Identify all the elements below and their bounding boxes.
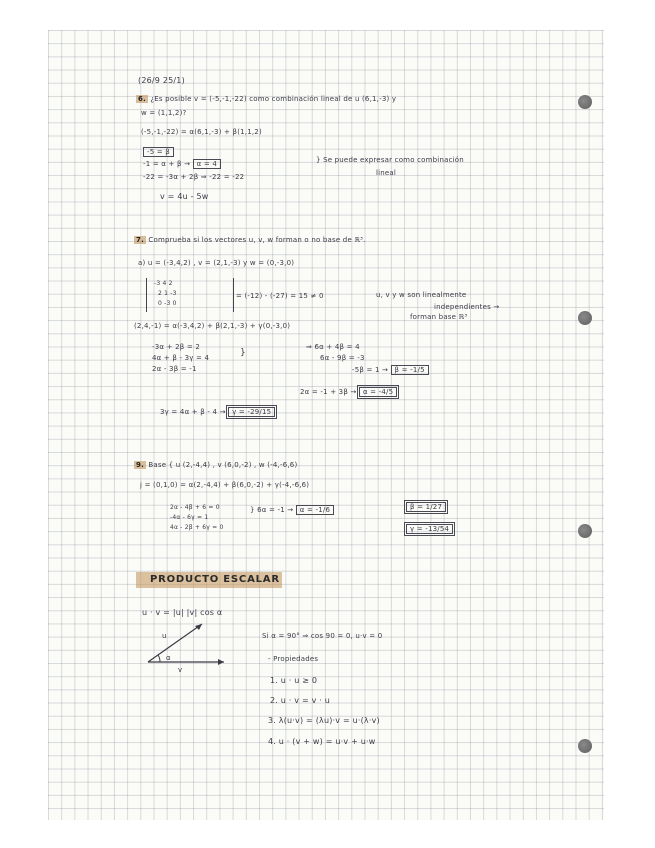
result-box: γ = -29/15 [228, 407, 275, 417]
note-date: (26/9 25/1) [138, 76, 185, 85]
exercise-text: w = (1,1,2)? [141, 109, 187, 117]
equation: -5β = 1 → β = -1/5 [352, 366, 429, 374]
exercise-text: ¿Es posible v = (-5,-1,-22) como combinación lineal de u (6,1,-3) y [150, 95, 397, 103]
annotation: forman base ℝ³ [410, 313, 468, 321]
binder-hole-icon [578, 739, 592, 753]
angle-arc [158, 655, 160, 662]
exercise-text: a) u = (-3,4,2) , v = (2,1,-3) y w = (0,-3,0) [138, 259, 295, 267]
binder-hole-icon [578, 524, 592, 538]
result-box: β = 1/27 [406, 503, 446, 511]
equation: 4α - 2β + 6γ = 0 [170, 524, 224, 531]
equation: j = (0,1,0) = α(2,-4,4) + β(6,0,-2) + γ(-4,-6,6) [140, 481, 310, 489]
equation: -4α - 6γ = 1 [170, 514, 209, 521]
matrix-row: 0 -3 0 [158, 300, 177, 307]
equation: } 6α = -1 → α = -1/6 [250, 506, 334, 514]
equation: 2α - 4β + 6 = 0 [170, 504, 220, 511]
arrowhead-icon [218, 659, 224, 665]
subheading: - Propiedades [268, 655, 319, 663]
brace: } [240, 348, 246, 358]
equation: v = 4u - 5w [160, 192, 209, 201]
vector-u-label: u [162, 632, 167, 640]
equation: Si α = 90° ⇒ cos 90 = 0, u·v = 0 [262, 632, 383, 640]
equation: 2α - 3β = -1 [152, 365, 197, 373]
equation: -3α + 2β = 2 [152, 343, 200, 351]
exercise-6 [136, 95, 396, 103]
property-item: 1. u · u ≥ 0 [270, 676, 318, 685]
arrowhead-icon [195, 624, 202, 630]
exercise-7 [134, 236, 366, 244]
property-item: 3. λ(u·v) = (λu)·v = u·(λ·v) [268, 716, 380, 725]
equation: 6α - 9β = -3 [320, 354, 365, 362]
binder-hole-icon [578, 95, 592, 109]
angle-label: α [166, 654, 171, 662]
equation: (2,4,-1) = α(-3,4,2) + β(2,1,-3) + γ(0,-3,0) [134, 322, 291, 330]
annotation: u, v y w son linealmente [376, 291, 467, 299]
matrix-row: 2 1 -3 [158, 290, 177, 297]
equation: ⇒ 6α + 4β = 4 [306, 343, 360, 351]
exercise-number: 7. [136, 236, 144, 244]
annotation: } Se puede expresar como combinación [316, 156, 464, 164]
binder-hole-icon [578, 311, 592, 325]
result-box: α = 4 [193, 159, 221, 169]
annotation: lineal [376, 169, 397, 177]
equation: (-5,-1,-22) = α(6,1,-3) + β(1,1,2) [141, 128, 262, 136]
exercise-text: Comprueba si los vectores u, v, w forman o no base de ℝ³. [148, 236, 366, 244]
result-box: β = -1/5 [391, 365, 429, 375]
annotation: independientes → [434, 303, 500, 311]
vector-u-line [148, 624, 202, 662]
equation: -1 = α + β → α = 4 [143, 160, 221, 168]
result-box: -5 = β [143, 148, 174, 156]
determinant-value: = (-12) - (-27) = 15 ≠ 0 [236, 292, 324, 300]
result-box: γ = -13/54 [406, 525, 453, 533]
vector-v-label: v [178, 666, 183, 674]
equation: 3γ = 4α + β - 4 → γ = -29/15 [160, 408, 275, 416]
property-item: 4. u · (v + w) = u·v + u·w [268, 737, 376, 746]
matrix-row: -3 4 2 [154, 280, 173, 287]
exercise-text: Base { u (2,-4,4) , v (6,0,-2) , w (-4,-6,6) [148, 461, 298, 469]
result-box: α = -1/6 [296, 505, 334, 515]
vector-angle-diagram [140, 618, 232, 674]
exercise-number: 6. [138, 95, 146, 103]
exercise-9 [134, 461, 297, 469]
property-item: 2. u · v = v · u [270, 696, 331, 705]
section-title: PRODUCTO ESCALAR [150, 574, 280, 585]
exercise-number: 9. [136, 461, 144, 469]
equation: 4α + β - 3γ = 4 [152, 354, 210, 362]
equation: u · v = |u| |v| cos α [142, 608, 223, 617]
result-box: α = -4/5 [359, 387, 397, 397]
equation: 2α = -1 + 3β → α = -4/5 [300, 388, 397, 396]
equation: -22 = -3α + 2β ⇒ -22 = -22 [143, 173, 245, 181]
